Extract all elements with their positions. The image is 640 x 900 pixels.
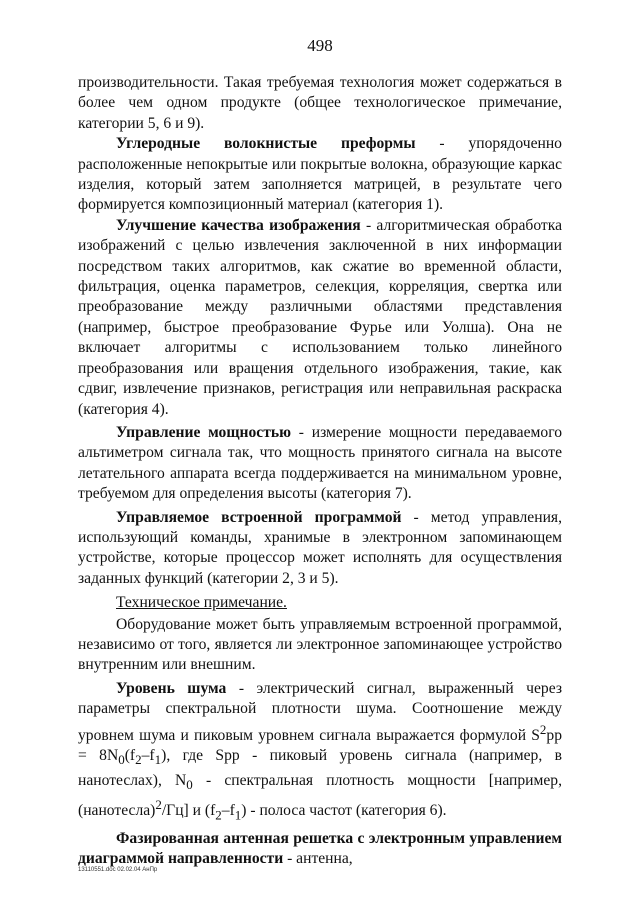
paragraph-text: производительности. Такая требуемая технология может содержаться в более чем одном продукте (общее технологическое примечание, категории 5, 6 и 9). — [78, 74, 562, 132]
definition-power-management — [78, 423, 562, 505]
definition-text: - антенна, — [283, 850, 353, 868]
paragraph-text: Оборудование может быть управляемым встроенной программой, независимо от того, является ли электронное запоминающее устройство внутренним или внешним. — [78, 615, 562, 674]
definition-text: ), где Spp - пиковый уровень сигнала (например, в нанотеслах), N — [78, 747, 562, 789]
formula-subscript: 2 — [215, 807, 222, 823]
definition-term: Фазированная антенная решетка с электронным управлением диаграммой направленности — [78, 829, 562, 868]
definition-text: - электрический сигнал, выраженный через параметры спектральной плотности шума. Соотношение между уровнем шума и пиковым уровнем сигнала выражается формулой S — [78, 679, 562, 744]
definition-term: Управляемое встроенной программой — [116, 508, 402, 526]
definition-term: Управление мощностью — [116, 423, 292, 441]
formula-subscript: 0 — [186, 776, 193, 792]
definition-text: - спектральная плотность мощности [например, (нанотесла) — [78, 771, 563, 820]
formula-text: pp = 8N — [78, 726, 562, 765]
formula-subscript: 0 — [118, 752, 125, 768]
formula-text: –f — [141, 747, 155, 765]
formula-text: (f — [124, 747, 136, 765]
definition-text: - упорядоченно расположенные непокрытые или покрытые волокна, образующие каркас изделия, который затем заполняется матрицей, в результате чего формируется композиционный материал (категория 1). — [78, 135, 562, 214]
page-body — [78, 73, 562, 870]
formula-superscript: 2 — [155, 797, 162, 813]
formula-subscript: 2 — [135, 752, 142, 768]
formula-subscript: 1 — [154, 752, 162, 768]
formula-superscript: 2 — [539, 721, 547, 737]
definition-term: Улучшение качества изображения — [116, 216, 361, 234]
definition-text: ) - полоса частот (категория 6). — [241, 802, 447, 820]
technical-note-text — [78, 615, 562, 676]
formula-subscript: 1 — [234, 807, 242, 823]
definition-carbon-fiber-preforms — [78, 134, 562, 216]
definition-text: - метод управления, использующий команды, хранимые в электронном запоминающем устройстве, которые процессор может исполнять для осуществления заданных функций (категории 2, 3 и 5). — [78, 508, 562, 587]
page-number: 498 — [307, 36, 333, 55]
definition-term: Уровень шума — [116, 679, 227, 697]
formula-text: /Гц] и (f — [161, 802, 216, 820]
technical-note-label: Техническое примечание. — [116, 594, 287, 612]
footer-doc-id: 13110551.doc 02.02.04 АнПр — [78, 867, 158, 873]
definition-firmware-controlled — [78, 508, 562, 590]
definition-text: - измерение мощности передаваемого альтиметром сигнала так, что мощность принятого сигнала на высоте летательного аппарата всегда поддерживается на минимальном уровне, требуемом для определения высоты (категория 7). — [78, 423, 562, 503]
definition-phased-array — [78, 829, 562, 870]
paragraph-continuation — [78, 73, 562, 134]
definition-text: - алгоритмическая обработка изображений с целью извлечения заключенной в них информации посредством таких алгоритмов, как сжатие во временной области, фильтрация, оценка параметров, селекция, корреляция, свертка или преобразование между различными областями представления (например, быстрое преобразование Фурье или Уолша). Она не включает алгоритмы с использованием только линейного преобразования или вращения отдельного изображения, такие, как сдвиг, извлечение признаков, регистрация или неправильная раскраска (категория 4). — [78, 216, 563, 418]
definition-term: Углеродные волокнистые преформы — [116, 135, 416, 153]
definition-noise-level — [78, 679, 562, 826]
definition-image-enhancement — [78, 216, 562, 420]
formula-text: –f — [221, 802, 235, 820]
